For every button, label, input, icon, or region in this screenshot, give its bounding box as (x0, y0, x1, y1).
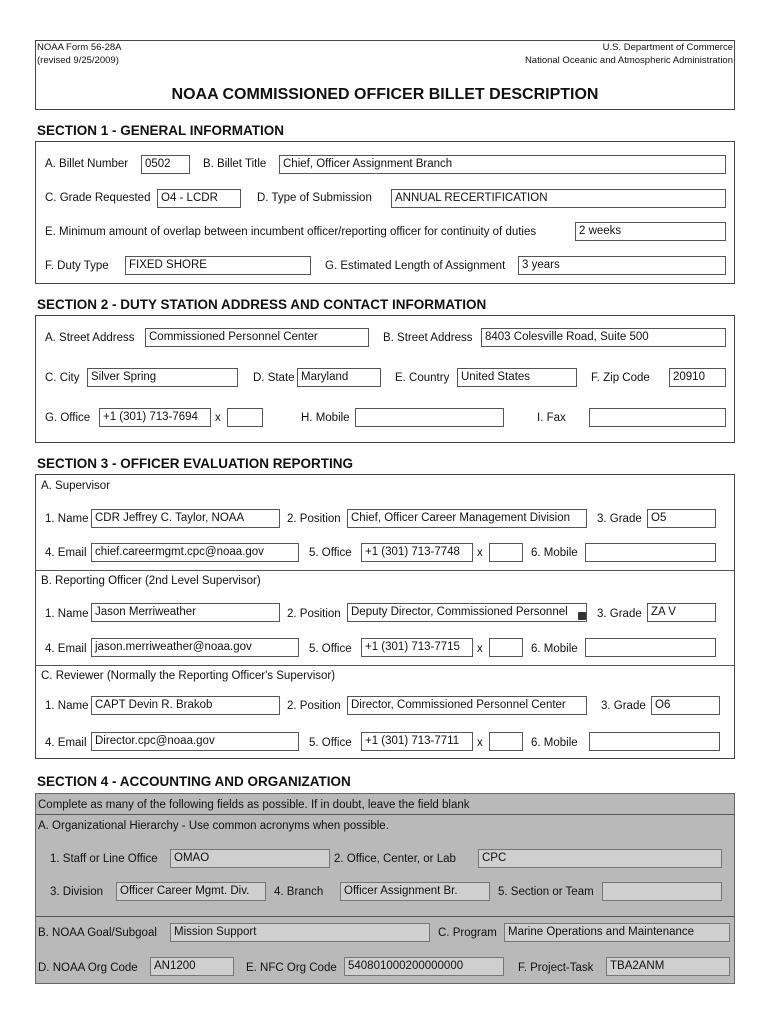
section-4-intro: Complete as many of the following fields as possible. If in doubt, leave the field blank (38, 799, 470, 811)
billet-title-field[interactable]: Chief, Officer Assignment Branch (279, 155, 726, 174)
reporting-ext-label: x (477, 643, 483, 655)
duty-type-label: F. Duty Type (45, 260, 109, 272)
org-code-label: D. NOAA Org Code (38, 962, 138, 974)
reviewer-mobile-field[interactable] (589, 732, 720, 751)
agency: National Oceanic and Atmospheric Administration (524, 55, 733, 66)
reporting-grade-label: 3. Grade (597, 608, 642, 620)
country-label: E. Country (395, 372, 450, 384)
country-field[interactable]: United States (457, 368, 577, 387)
reviewer-ext-field[interactable] (489, 732, 523, 751)
org-code-field[interactable]: AN1200 (150, 957, 234, 976)
reporting-heading: B. Reporting Officer (2nd Level Supervisor) (41, 575, 261, 587)
supervisor-grade-label: 3. Grade (597, 513, 642, 525)
reporting-mobile-field[interactable] (585, 638, 716, 657)
section-2-title: SECTION 2 - DUTY STATION ADDRESS AND CONTACT INFORMATION (37, 297, 487, 312)
supervisor-ext-label: x (477, 547, 483, 559)
divider (36, 916, 734, 917)
org-hierarchy-heading: A. Organizational Hierarchy - Use common acronyms when possible. (38, 820, 389, 832)
reviewer-name-field[interactable]: CAPT Devin R. Brakob (91, 696, 280, 715)
program-label: C. Program (438, 927, 497, 939)
nfc-code-field[interactable]: 540801000200000000 (344, 957, 504, 976)
reporting-mobile-label: 6. Mobile (531, 643, 578, 655)
grade-requested-label: C. Grade Requested (45, 192, 151, 204)
fax-field[interactable] (589, 408, 726, 427)
supervisor-heading: A. Supervisor (41, 480, 111, 492)
reviewer-name-label: 1. Name (45, 700, 89, 712)
section-4-title: SECTION 4 - ACCOUNTING AND ORGANIZATION (37, 774, 351, 789)
fax-label: I. Fax (537, 412, 566, 424)
street-a-field[interactable]: Commissioned Personnel Center (145, 328, 369, 347)
street-b-field[interactable]: 8403 Colesville Road, Suite 500 (481, 328, 726, 347)
mobile-label: H. Mobile (301, 412, 350, 424)
assignment-length-field[interactable]: 3 years (518, 256, 726, 275)
overlap-field[interactable]: 2 weeks (575, 222, 726, 241)
reporting-position-label: 2. Position (287, 608, 341, 620)
divider (36, 814, 734, 815)
goal-label: B. NOAA Goal/Subgoal (38, 927, 157, 939)
office-phone-label: G. Office (45, 412, 91, 424)
form-title: NOAA COMMISSIONED OFFICER BILLET DESCRIPTION (171, 86, 599, 103)
reporting-position-field[interactable]: Deputy Director, Commissioned Personnel (347, 603, 587, 622)
supervisor-name-field[interactable]: CDR Jeffrey C. Taylor, NOAA (91, 509, 280, 528)
reviewer-mobile-label: 6. Mobile (531, 737, 578, 749)
goal-field[interactable]: Mission Support (170, 923, 430, 942)
reporting-email-label: 4. Email (45, 643, 87, 655)
staff-office-field[interactable]: OMAO (170, 849, 330, 868)
lock-icon (578, 612, 586, 620)
supervisor-office-field[interactable]: +1 (301) 713-7748 (361, 543, 473, 562)
extension-label: x (215, 412, 221, 424)
supervisor-name-label: 1. Name (45, 513, 89, 525)
center-lab-label: 2. Office, Center, or Lab (334, 853, 456, 865)
reviewer-grade-field[interactable]: O6 (651, 696, 720, 715)
reporting-name-field[interactable]: Jason Merriweather (91, 603, 280, 622)
section-team-field[interactable] (602, 882, 722, 901)
reporting-grade-field[interactable]: ZA V (647, 603, 716, 622)
department: U.S. Department of Commerce (602, 42, 733, 53)
reporting-office-field[interactable]: +1 (301) 713-7715 (361, 638, 473, 657)
reviewer-email-field[interactable]: Director.cpc@noaa.gov (91, 732, 299, 751)
reviewer-email-label: 4. Email (45, 737, 87, 749)
section-1-title: SECTION 1 - GENERAL INFORMATION (37, 123, 285, 138)
reviewer-ext-label: x (477, 737, 483, 749)
section-team-label: 5. Section or Team (498, 886, 594, 898)
zip-code-field[interactable]: 20910 (669, 368, 726, 387)
reviewer-position-field[interactable]: Director, Commissioned Personnel Center (347, 696, 587, 715)
state-label: D. State (253, 372, 295, 384)
assignment-length-label: G. Estimated Length of Assignment (325, 260, 506, 272)
office-phone-field[interactable]: +1 (301) 713-7694 (99, 408, 211, 427)
overlap-label: E. Minimum amount of overlap between incumbent officer/reporting officer for continuity of duties (45, 226, 537, 238)
branch-field[interactable]: Officer Assignment Br. (340, 882, 490, 901)
program-field[interactable]: Marine Operations and Maintenance (504, 923, 730, 942)
supervisor-position-field[interactable]: Chief, Officer Career Management Division (347, 509, 587, 528)
city-label: C. City (45, 372, 80, 384)
section-3-title: SECTION 3 - OFFICER EVALUATION REPORTING (37, 456, 354, 471)
supervisor-email-field[interactable]: chief.careermgmt.cpc@noaa.gov (91, 543, 299, 562)
street-a-label: A. Street Address (45, 332, 135, 344)
division-label: 3. Division (50, 886, 104, 898)
reporting-name-label: 1. Name (45, 608, 89, 620)
reviewer-heading: C. Reviewer (Normally the Reporting Officer's Supervisor) (41, 670, 336, 682)
supervisor-office-label: 5. Office (309, 547, 352, 559)
mobile-field[interactable] (355, 408, 504, 427)
reviewer-office-field[interactable]: +1 (301) 713-7711 (361, 732, 473, 751)
form-id: NOAA Form 56-28A (37, 42, 122, 53)
branch-label: 4. Branch (274, 886, 324, 898)
division-field[interactable]: Officer Career Mgmt. Div. (116, 882, 266, 901)
supervisor-email-label: 4. Email (45, 547, 87, 559)
reporting-email-field[interactable]: jason.merriweather@noaa.gov (91, 638, 299, 657)
street-b-label: B. Street Address (383, 332, 473, 344)
reporting-office-label: 5. Office (309, 643, 352, 655)
reporting-ext-field[interactable] (489, 638, 523, 657)
duty-type-field[interactable]: FIXED SHORE (125, 256, 311, 275)
center-lab-field[interactable]: CPC (478, 849, 722, 868)
project-task-field[interactable]: TBA2ANM (606, 957, 730, 976)
supervisor-grade-field[interactable]: O5 (647, 509, 716, 528)
extension-field[interactable] (227, 408, 263, 427)
section-4-panel (35, 793, 735, 984)
billet-number-label: A. Billet Number (45, 158, 129, 170)
supervisor-position-label: 2. Position (287, 513, 341, 525)
supervisor-ext-field[interactable] (489, 543, 523, 562)
supervisor-mobile-label: 6. Mobile (531, 547, 578, 559)
divider (35, 570, 735, 571)
divider (35, 665, 735, 666)
reviewer-office-label: 5. Office (309, 737, 352, 749)
supervisor-mobile-field[interactable] (585, 543, 716, 562)
billet-number-field[interactable]: 0502 (141, 155, 190, 174)
state-field[interactable]: Maryland (297, 368, 381, 387)
billet-title-label: B. Billet Title (203, 158, 267, 170)
submission-type-label: D. Type of Submission (257, 192, 372, 204)
city-field[interactable]: Silver Spring (87, 368, 238, 387)
reviewer-grade-label: 3. Grade (601, 700, 646, 712)
submission-type-field[interactable]: ANNUAL RECERTIFICATION (391, 189, 726, 208)
reviewer-position-label: 2. Position (287, 700, 341, 712)
project-task-label: F. Project-Task (518, 962, 594, 974)
staff-office-label: 1. Staff or Line Office (50, 853, 158, 865)
zip-code-label: F. Zip Code (591, 372, 650, 384)
grade-requested-field[interactable]: O4 - LCDR (157, 189, 241, 208)
form-revised: (revised 9/25/2009) (37, 55, 119, 66)
nfc-code-label: E. NFC Org Code (246, 962, 337, 974)
